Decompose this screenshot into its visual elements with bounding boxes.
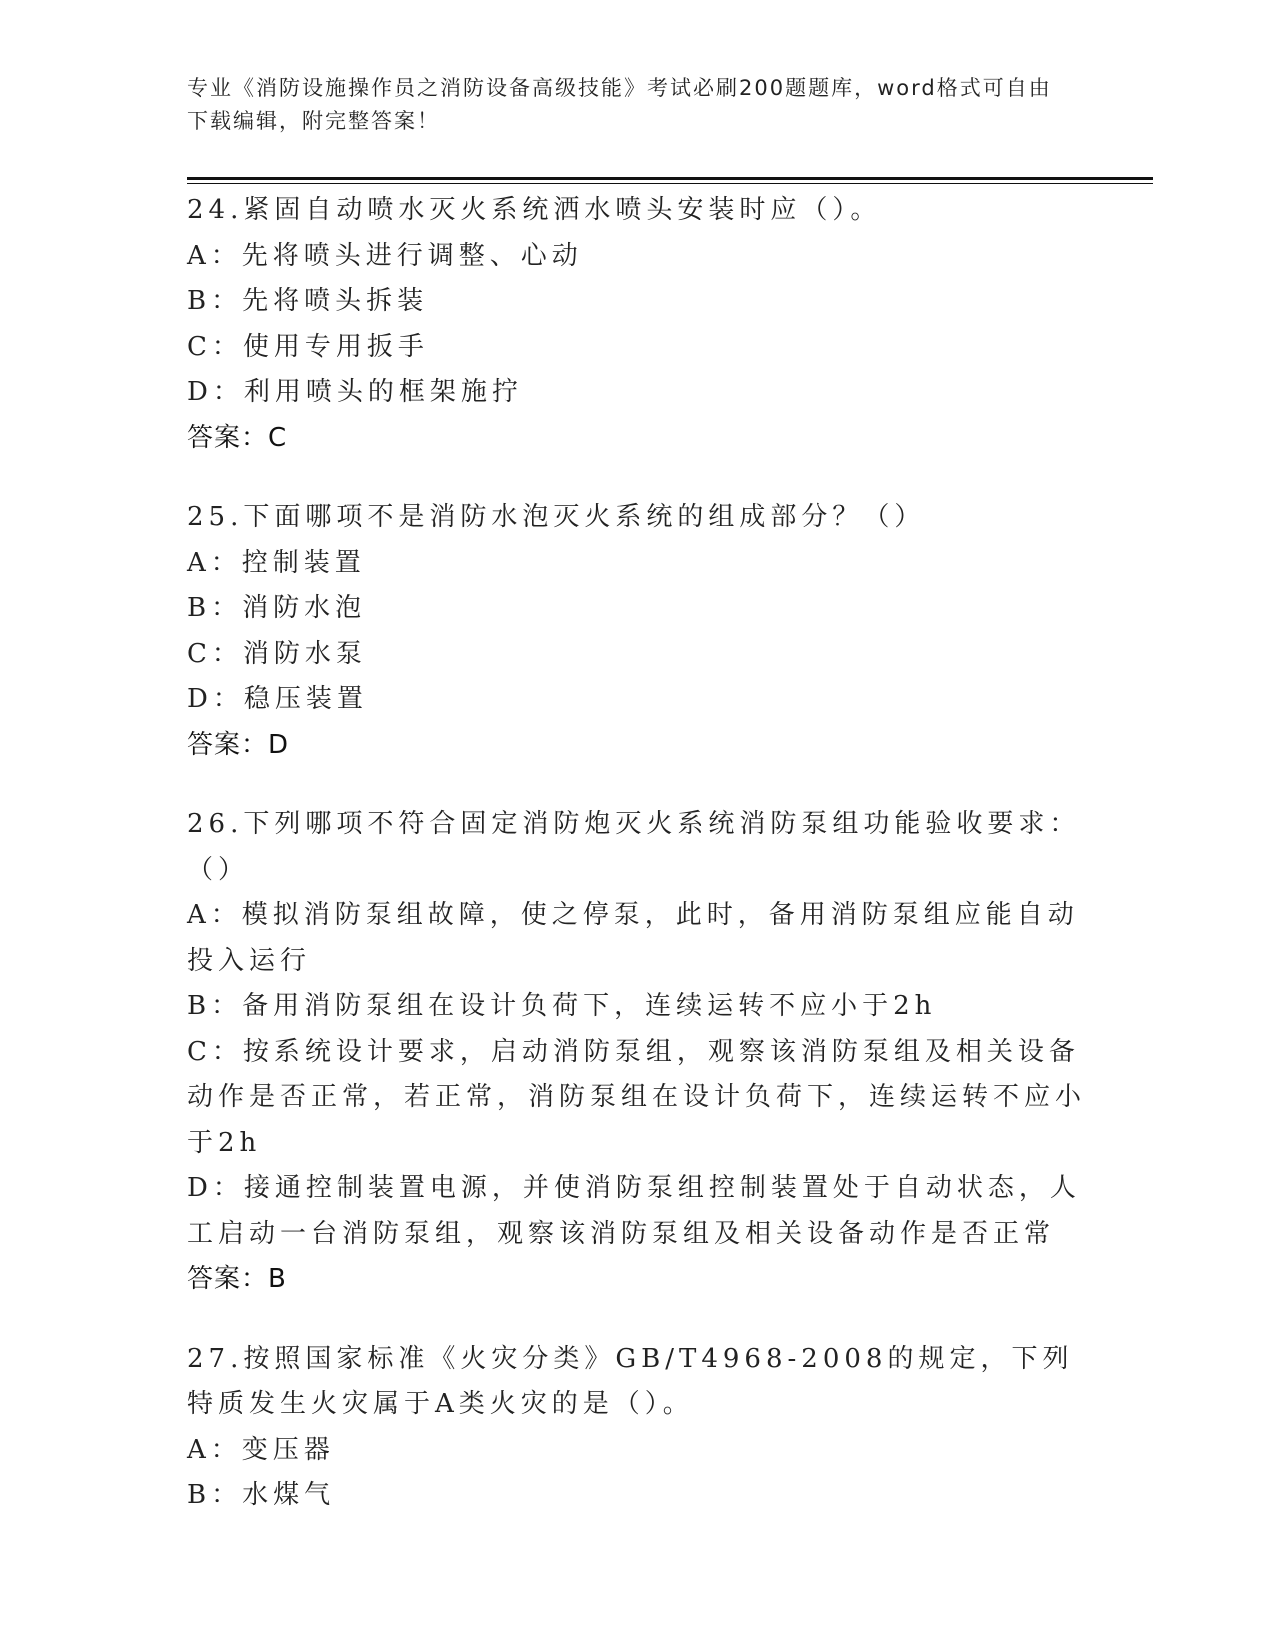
option-d: D：利用喷头的框架施拧 bbox=[187, 377, 523, 407]
option-a: A：模拟消防泵组故障，使之停泵，此时，备用消防泵组应能自动投入运行 bbox=[187, 900, 1079, 976]
option-c: C：消防水泵 bbox=[187, 638, 367, 669]
answer-label: 答案：C bbox=[187, 422, 288, 453]
document-header: 专业《消防设施操作员之消防设备高级技能》考试必刷200题题库，word格式可自由下载编辑，附完整答案！ bbox=[187, 76, 1052, 133]
question-list bbox=[187, 188, 1087, 1553]
question-27 bbox=[187, 1337, 1087, 1519]
answer-label: 答案：B bbox=[187, 1264, 287, 1294]
question-25 bbox=[187, 495, 1087, 768]
option-a: A：控制装置 bbox=[187, 547, 366, 578]
option-b: B：水煤气 bbox=[187, 1480, 336, 1510]
option-a: A：先将喷头进行调整、心动 bbox=[187, 240, 583, 271]
answer-label: 答案：D bbox=[187, 729, 290, 760]
option-c: C：按系统设计要求，启动消防泵组，观察该消防泵组及相关设备动作是否正常，若正常，消防泵组在设计负荷下，连续运转不应小于2h bbox=[187, 1036, 1087, 1158]
question-stem: 27.按照国家标准《火灾分类》GB/T4968-2008的规定，下列特质发生火灾属于A类火灾的是（）。 bbox=[187, 1343, 1074, 1419]
question-24 bbox=[187, 188, 1087, 461]
question-26 bbox=[187, 802, 1087, 1303]
option-d: D：稳压装置 bbox=[187, 684, 368, 714]
option-b: B：先将喷头拆装 bbox=[187, 286, 429, 316]
option-b: B：消防水泡 bbox=[187, 593, 367, 623]
header-divider-thin bbox=[187, 183, 1153, 184]
option-c: C：使用专用扳手 bbox=[187, 331, 429, 362]
question-stem: 24.紧固自动喷水灭火系统洒水喷头安装时应（）。 bbox=[187, 195, 882, 225]
question-stem: 26.下列哪项不符合固定消防炮灭火系统消防泵组功能验收要求：（） bbox=[187, 809, 1081, 885]
header-divider-thick bbox=[187, 177, 1153, 180]
option-b: B：备用消防泵组在设计负荷下，连续运转不应小于2h bbox=[187, 991, 937, 1021]
option-d: D：接通控制装置电源，并使消防泵组控制装置处于自动状态，人工启动一台消防泵组，观察该消防泵组及相关设备动作是否正常 bbox=[187, 1173, 1081, 1249]
option-a: A：变压器 bbox=[187, 1434, 335, 1465]
question-stem: 25.下面哪项不是消防水泡灭火系统的组成部分？（） bbox=[187, 502, 926, 532]
